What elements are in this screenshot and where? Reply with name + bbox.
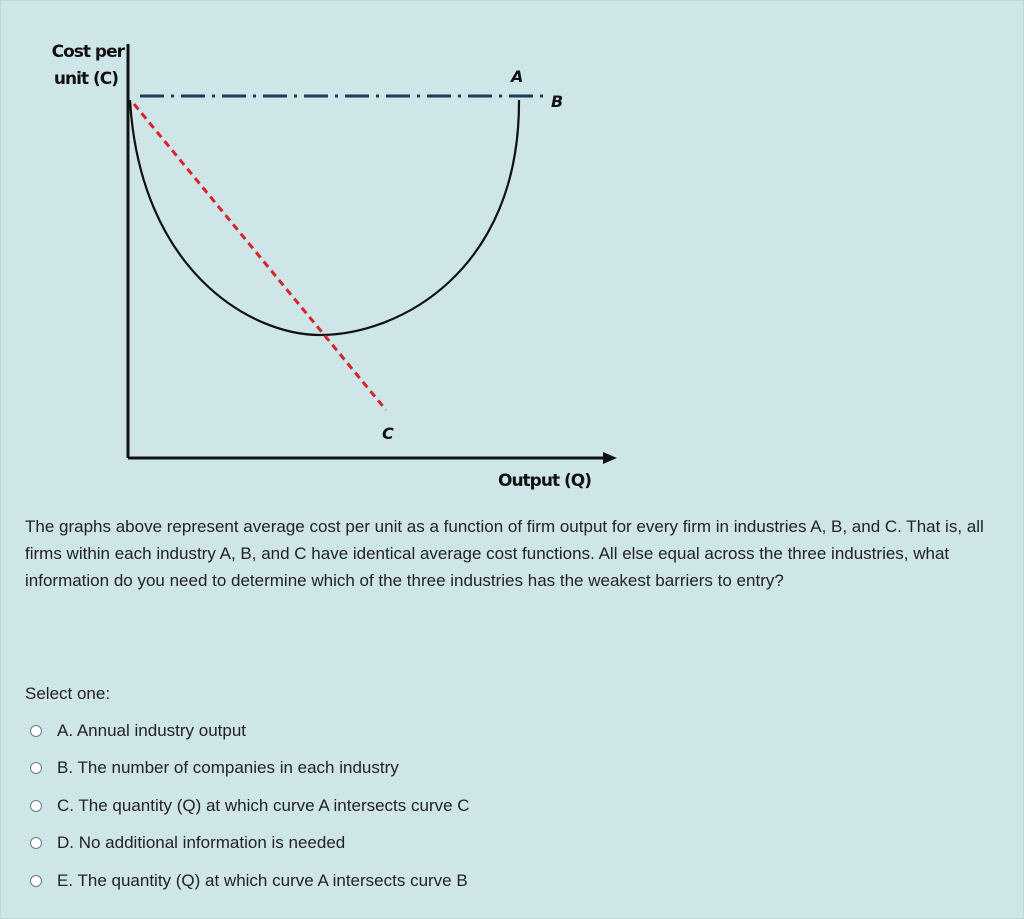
y-axis-label-line-2: unit (C) xyxy=(53,69,118,89)
cost-curves-graph xyxy=(0,0,640,500)
answer-option-d[interactable] xyxy=(30,825,470,863)
curve-b-label: B xyxy=(551,92,564,111)
radio-button-e[interactable] xyxy=(30,875,42,887)
radio-button-c[interactable] xyxy=(30,800,42,812)
answer-option-a-label: A. Annual industry output xyxy=(57,720,247,740)
select-one-prompt: Select one: xyxy=(25,684,111,703)
answer-option-a[interactable] xyxy=(30,712,470,750)
answer-option-d-label: D. No additional information is needed xyxy=(57,833,346,853)
x-axis-label: Output (Q) xyxy=(498,471,591,491)
answer-option-c[interactable] xyxy=(30,787,470,825)
radio-button-a[interactable] xyxy=(30,725,42,737)
radio-button-b[interactable] xyxy=(30,762,42,774)
y-axis-label-line-1: Cost per xyxy=(51,42,124,62)
answer-option-b[interactable] xyxy=(30,750,470,788)
question-text: The graphs above represent average cost per unit as a function of firm output for every firm in industries A, B, and C. That is, all firms within each industry A, B, and C have identical average cost functions. All else equal across the three industries, what information do you need to determine which of the three industries has the weakest barriers to entry? xyxy=(25,517,984,590)
answer-option-b-label: B. The number of companies in each industry xyxy=(57,758,399,778)
curve-c-label: C xyxy=(382,424,394,443)
curve-c xyxy=(134,104,386,410)
answer-options xyxy=(30,712,470,900)
x-axis-arrowhead xyxy=(603,452,617,464)
radio-button-d[interactable] xyxy=(30,837,42,849)
answer-option-e-label: E. The quantity (Q) at which curve A intersects curve B xyxy=(57,870,468,890)
answer-option-c-label: C. The quantity (Q) at which curve A intersects curve C xyxy=(57,795,470,815)
curve-a xyxy=(130,100,519,335)
curve-a-label: A xyxy=(511,67,524,86)
answer-option-e[interactable] xyxy=(30,862,470,900)
